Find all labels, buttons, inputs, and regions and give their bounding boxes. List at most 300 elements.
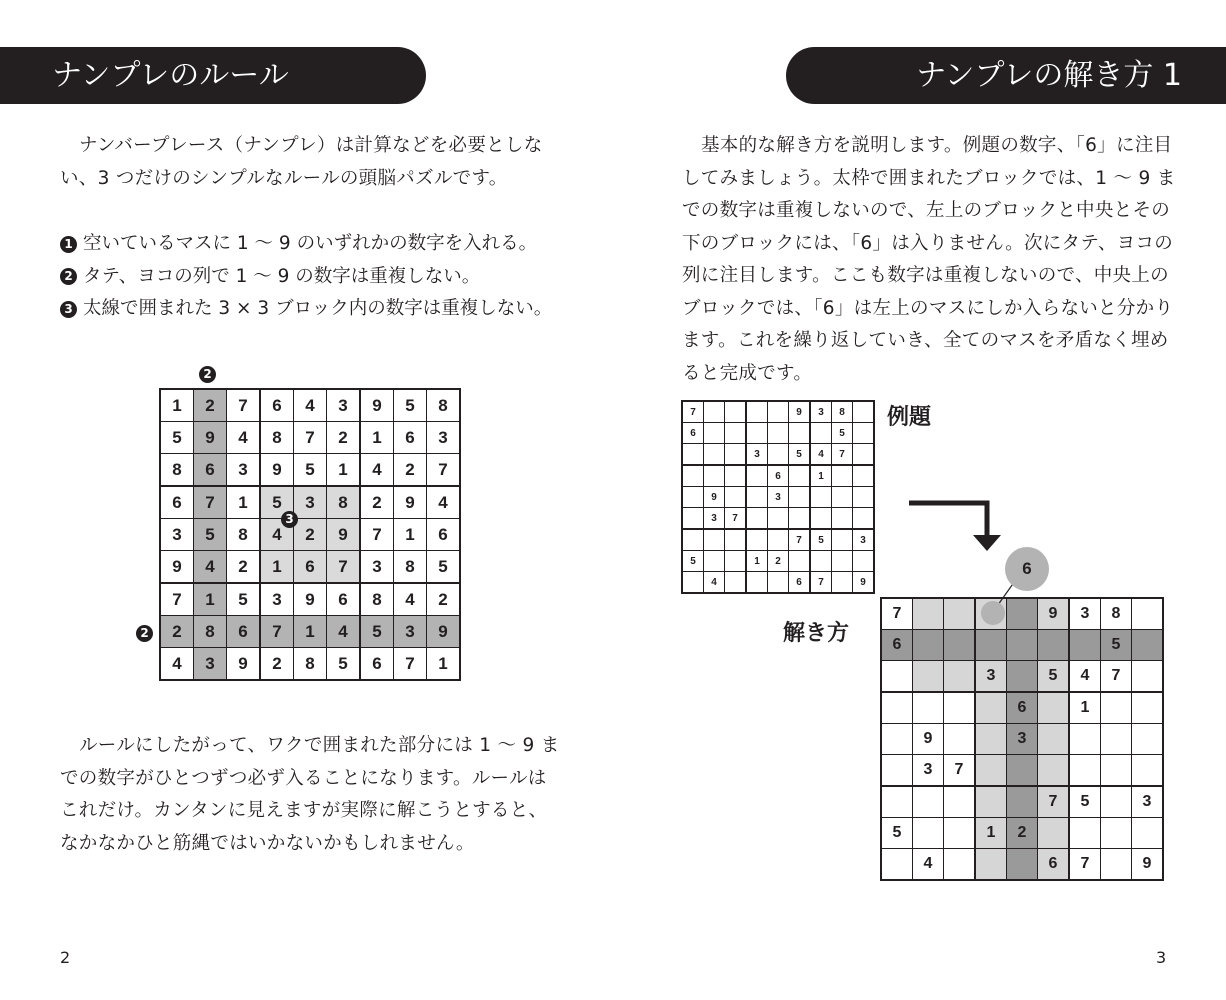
grid-cell: 4 [160,648,194,681]
solution-cell [913,661,944,693]
puzzle-row [682,508,874,530]
solution-cell [1132,598,1164,630]
solution-cell [1132,755,1164,787]
solution-cell [913,630,944,661]
puzzle-cell [704,551,725,572]
grid-cell: 4 [260,519,294,551]
grid-cell: 5 [260,486,294,519]
solution-cell [1101,692,1132,724]
solution-cell [975,786,1007,818]
solution-cell: 8 [1101,598,1132,630]
solution-cell [1101,724,1132,755]
solution-cell: 4 [1069,661,1101,693]
body-line: ブロックでは、「6」は左上のマスにしか入らないと分かり [682,297,1174,319]
rule-text: 空いているマスに 1 ～ 9 のいずれかの数字を入れる。 [83,233,538,254]
solution-cell [1007,630,1038,661]
solution-cell: 5 [1101,630,1132,661]
solution-cell [1132,724,1164,755]
puzzle-cell: 6 [682,423,704,444]
puzzle-cell: 9 [704,487,725,508]
puzzle-example-grid [681,400,875,594]
puzzle-cell [810,423,832,444]
solving-paragraph [682,130,1176,390]
solution-cell [1132,692,1164,724]
puzzle-cell [789,551,811,572]
grid-cell: 7 [227,389,261,422]
solution-cell [1007,755,1038,787]
page-number-right: 3 [1156,948,1167,967]
solution-cell [975,755,1007,787]
grid-cell: 3 [227,454,261,487]
solution-row [881,692,1163,724]
puzzle-cell [832,508,853,530]
grid-cell: 6 [227,616,261,648]
solution-row [881,786,1163,818]
solution-cell [1007,786,1038,818]
solution-cell [913,598,944,630]
rule-text: タテ、ヨコの列で 1 ～ 9 の数字は重複しない。 [83,265,481,287]
grid-cell: 6 [360,648,394,681]
puzzle-cell: 3 [704,508,725,530]
grid-cell: 1 [160,389,194,422]
puzzle-row [682,423,874,444]
solution-cell [975,630,1007,661]
grid-row [160,389,460,422]
grid-cell: 1 [294,616,327,648]
solution-cell [1132,818,1164,849]
puzzle-cell: 1 [810,465,832,487]
puzzle-cell [768,508,789,530]
solution-cell [1101,786,1132,818]
grid-cell: 3 [194,648,227,681]
puzzle-cell: 5 [810,529,832,551]
grid-cell: 2 [327,422,361,454]
solution-cell: 7 [881,598,913,630]
grid-cell: 5 [394,389,427,422]
puzzle-cell [768,423,789,444]
puzzle-cell [682,465,704,487]
puzzle-cell: 5 [682,551,704,572]
grid-cell: 4 [327,616,361,648]
page-number-left: 2 [60,948,71,967]
puzzle-cell [725,444,747,466]
solution-cell [944,724,976,755]
body-line: ると完成です。 [682,362,813,384]
puzzle-cell: 9 [789,401,811,423]
solution-cell [975,692,1007,724]
grid-cell: 6 [327,583,361,616]
grid-row [160,648,460,681]
puzzle-cell [832,572,853,594]
rules-list [60,228,552,326]
grid-cell: 3 [360,551,394,584]
puzzle-cell: 9 [853,572,875,594]
solution-cell [1038,692,1070,724]
solution-cell: 5 [1038,661,1070,693]
solution-cell [881,724,913,755]
grid-cell: 5 [427,551,461,584]
solution-cell: 7 [1069,849,1101,881]
rule-number-badge: 2 [60,268,77,285]
puzzle-row [682,529,874,551]
puzzle-cell: 7 [789,529,811,551]
body-line: 列に注目します。ここも数字は重複しないので、中央上の [682,265,1169,286]
puzzle-cell [682,487,704,508]
puzzle-cell: 6 [768,465,789,487]
puzzle-cell [725,423,747,444]
example-label: 例題 [887,405,932,430]
solution-cell [1007,661,1038,693]
solution-cell [913,786,944,818]
solution-row [881,755,1163,787]
solution-cell: 6 [1038,849,1070,881]
solution-cell [1069,818,1101,849]
puzzle-row [682,444,874,466]
body-line: 基本的な解き方を説明します。例題の数字、「6」に注目 [701,135,1173,156]
solution-cell [1069,755,1101,787]
grid-row [160,616,460,648]
grid-cell: 2 [427,583,461,616]
grid-cell: 5 [327,648,361,681]
grid-cell: 7 [394,648,427,681]
puzzle-cell [789,423,811,444]
puzzle-cell: 8 [832,401,853,423]
puzzle-cell [704,529,725,551]
puzzle-cell: 3 [853,529,875,551]
puzzle-cell: 3 [768,487,789,508]
solution-label: 解き方 [783,621,850,646]
puzzle-row [682,465,874,487]
puzzle-cell [832,487,853,508]
solution-cell [1038,630,1070,661]
grid-cell: 1 [194,583,227,616]
grid-cell: 2 [160,616,194,648]
solution-cell [944,849,976,881]
solution-cell: 2 [1007,818,1038,849]
solution-row [881,818,1163,849]
puzzle-cell [725,487,747,508]
grid-cell: 3 [327,389,361,422]
solution-cell [1132,630,1164,661]
solution-row [881,724,1163,755]
grid-row [160,454,460,487]
grid-cell: 2 [260,648,294,681]
grid-cell: 9 [194,422,227,454]
grid-cell: 8 [227,519,261,551]
grid-row [160,551,460,584]
grid-cell: 2 [394,454,427,487]
solution-cell [881,661,913,693]
solution-cell [1038,818,1070,849]
puzzle-cell [746,572,768,594]
grid-cell: 7 [294,422,327,454]
puzzle-cell: 4 [810,444,832,466]
grid-cell: 7 [194,486,227,519]
puzzle-row [682,551,874,572]
example-sudoku-grid [159,388,461,681]
solution-cell: 5 [881,818,913,849]
page-title-rules: ナンプレのルール [0,47,426,104]
puzzle-cell [810,508,832,530]
puzzle-cell [768,572,789,594]
grid-cell: 5 [227,583,261,616]
solution-cell: 3 [1007,724,1038,755]
rule-item [60,261,552,294]
grid-cell: 3 [294,486,327,519]
rule-item [60,228,552,261]
puzzle-cell [682,572,704,594]
puzzle-cell [704,401,725,423]
puzzle-cell [853,551,875,572]
solution-cell [1101,755,1132,787]
solution-hint-grid [880,597,1164,881]
callout-number-badge: 6 [1005,547,1049,591]
outro-line: これだけ。カンタンに見えますが実際に解こうとすると、 [60,800,548,821]
grid-cell: 6 [194,454,227,487]
grid-cell: 1 [327,454,361,487]
outro-line: なかなかひと筋縄ではいかないかもしれません。 [60,832,475,854]
puzzle-cell [853,487,875,508]
body-line: での数字は重複しないので、左上のブロックと中央とその [682,200,1171,221]
solution-cell [975,849,1007,881]
grid-cell: 1 [260,551,294,584]
puzzle-cell [704,444,725,466]
grid-cell: 9 [360,389,394,422]
solution-cell [881,755,913,787]
puzzle-cell [768,401,789,423]
puzzle-cell [682,529,704,551]
puzzle-cell [810,487,832,508]
puzzle-cell [853,423,875,444]
puzzle-cell [746,423,768,444]
grid-cell: 9 [427,616,461,648]
grid-cell: 4 [427,486,461,519]
grid-cell: 6 [260,389,294,422]
puzzle-cell [789,508,811,530]
body-line: してみましょう。太枠で囲まれたブロックでは、1 ～ 9 ま [682,167,1176,189]
puzzle-cell [746,508,768,530]
puzzle-cell: 5 [832,423,853,444]
puzzle-cell: 7 [725,508,747,530]
solution-cell: 7 [1101,661,1132,693]
puzzle-cell [746,465,768,487]
grid-cell: 9 [160,551,194,584]
grid-cell: 2 [194,389,227,422]
rule-number-badge: 3 [60,301,77,318]
grid-cell: 9 [294,583,327,616]
grid-cell: 8 [160,454,194,487]
grid-cell: 7 [427,454,461,487]
puzzle-row [682,572,874,594]
puzzle-cell [746,487,768,508]
puzzle-cell [725,401,747,423]
solution-cell [881,786,913,818]
grid-cell: 8 [294,648,327,681]
grid-cell: 8 [194,616,227,648]
puzzle-cell [853,444,875,466]
grid-row [160,486,460,519]
solution-cell [1007,849,1038,881]
grid-cell: 4 [394,583,427,616]
solution-cell: 9 [1038,598,1070,630]
puzzle-cell: 1 [746,551,768,572]
grid-cell: 5 [160,422,194,454]
solution-cell: 3 [1132,786,1164,818]
puzzle-cell: 4 [704,572,725,594]
grid-cell: 3 [160,519,194,551]
grid-row [160,583,460,616]
outro-line: での数字がひとつずつ必ず入ることになります。ルールは [60,767,547,789]
solution-cell [1132,661,1164,693]
puzzle-cell: 7 [682,401,704,423]
rule-item [60,293,552,326]
solution-cell [944,661,976,693]
puzzle-cell [853,508,875,530]
grid-row [160,519,460,551]
grid-cell: 5 [360,616,394,648]
solution-cell [881,849,913,881]
solution-cell [1069,724,1101,755]
puzzle-cell [725,529,747,551]
puzzle-cell: 7 [832,444,853,466]
rule-text: 太線で囲まれた 3 × 3 ブロック内の数字は重複しない。 [83,298,553,319]
puzzle-cell: 7 [810,572,832,594]
puzzle-cell [746,529,768,551]
block-marker-badge: 3 [281,511,298,528]
puzzle-cell: 2 [768,551,789,572]
solution-cell: 7 [944,755,976,787]
solution-cell: 6 [1007,692,1038,724]
puzzle-cell [725,551,747,572]
solution-cell [975,724,1007,755]
puzzle-row [682,487,874,508]
solution-cell: 3 [1069,598,1101,630]
puzzle-cell [704,423,725,444]
puzzle-cell [682,508,704,530]
solution-cell [944,818,976,849]
solution-cell: 6 [881,630,913,661]
solution-cell [913,818,944,849]
grid-cell: 3 [394,616,427,648]
solution-cell: 4 [913,849,944,881]
grid-cell: 4 [360,454,394,487]
grid-cell: 4 [227,422,261,454]
solution-cell [913,692,944,724]
grid-cell: 5 [294,454,327,487]
puzzle-cell [682,444,704,466]
grid-cell: 6 [427,519,461,551]
grid-cell: 9 [394,486,427,519]
solution-cell: 3 [913,755,944,787]
grid-cell: 9 [260,454,294,487]
puzzle-cell [832,551,853,572]
page-title-solving: ナンプレの解き方 1 [786,47,1226,104]
solution-cell [1038,755,1070,787]
grid-cell: 4 [294,389,327,422]
grid-cell: 2 [227,551,261,584]
puzzle-cell [704,465,725,487]
puzzle-cell [768,529,789,551]
solution-cell [944,598,976,630]
intro-line: ナンバープレース（ナンプレ）は計算などを必要としな [79,135,543,156]
grid-cell: 7 [160,583,194,616]
grid-cell: 6 [160,486,194,519]
grid-cell: 8 [360,583,394,616]
solution-row [881,849,1163,881]
grid-cell: 1 [360,422,394,454]
solution-cell: 5 [1069,786,1101,818]
grid-cell: 6 [294,551,327,584]
puzzle-cell [725,572,747,594]
puzzle-cell [768,444,789,466]
grid-cell: 8 [394,551,427,584]
grid-cell: 5 [194,519,227,551]
grid-cell: 7 [327,551,361,584]
grid-cell: 7 [360,519,394,551]
puzzle-cell: 3 [746,444,768,466]
grid-cell: 4 [194,551,227,584]
puzzle-cell [832,529,853,551]
grid-cell: 2 [360,486,394,519]
grid-cell: 2 [294,519,327,551]
solution-cell: 9 [1132,849,1164,881]
solution-cell: 1 [975,818,1007,849]
puzzle-cell: 5 [789,444,811,466]
outro-paragraph [60,730,560,860]
puzzle-cell [725,465,747,487]
body-line: 下のブロックには、「6」は入りません。次にタテ、ヨコの [682,232,1174,254]
solution-cell [1038,724,1070,755]
grid-cell: 1 [394,519,427,551]
puzzle-cell [853,465,875,487]
column-marker-badge: 2 [199,366,216,383]
solution-cell [1101,818,1132,849]
row-marker-badge: 2 [136,625,153,642]
grid-cell: 1 [227,486,261,519]
grid-cell: 9 [327,519,361,551]
puzzle-cell [746,401,768,423]
outro-line: ルールにしたがって、ワクで囲まれた部分には 1 ～ 9 ま [79,735,560,756]
grid-cell: 9 [227,648,261,681]
grid-cell: 3 [260,583,294,616]
solution-cell [944,786,976,818]
puzzle-cell: 3 [810,401,832,423]
body-line: ます。これを繰り返していき、全てのマスを矛盾なく埋め [682,330,1169,351]
solution-cell [1069,630,1101,661]
puzzle-cell: 6 [789,572,811,594]
grid-cell: 7 [260,616,294,648]
puzzle-row [682,401,874,423]
solution-cell [944,692,976,724]
solution-cell [944,630,976,661]
grid-cell: 8 [327,486,361,519]
grid-cell: 8 [427,389,461,422]
solution-row [881,630,1163,661]
solution-cell [881,692,913,724]
puzzle-cell [853,401,875,423]
grid-cell: 6 [394,422,427,454]
puzzle-cell [810,551,832,572]
intro-paragraph [60,130,543,195]
solution-cell: 1 [1069,692,1101,724]
grid-cell: 8 [260,422,294,454]
solution-cell [1101,849,1132,881]
grid-cell: 1 [427,648,461,681]
grid-cell: 3 [427,422,461,454]
grid-row [160,422,460,454]
puzzle-cell [832,465,853,487]
intro-line: い、3 つだけのシンプルなルールの頭脳パズルです。 [60,167,508,189]
